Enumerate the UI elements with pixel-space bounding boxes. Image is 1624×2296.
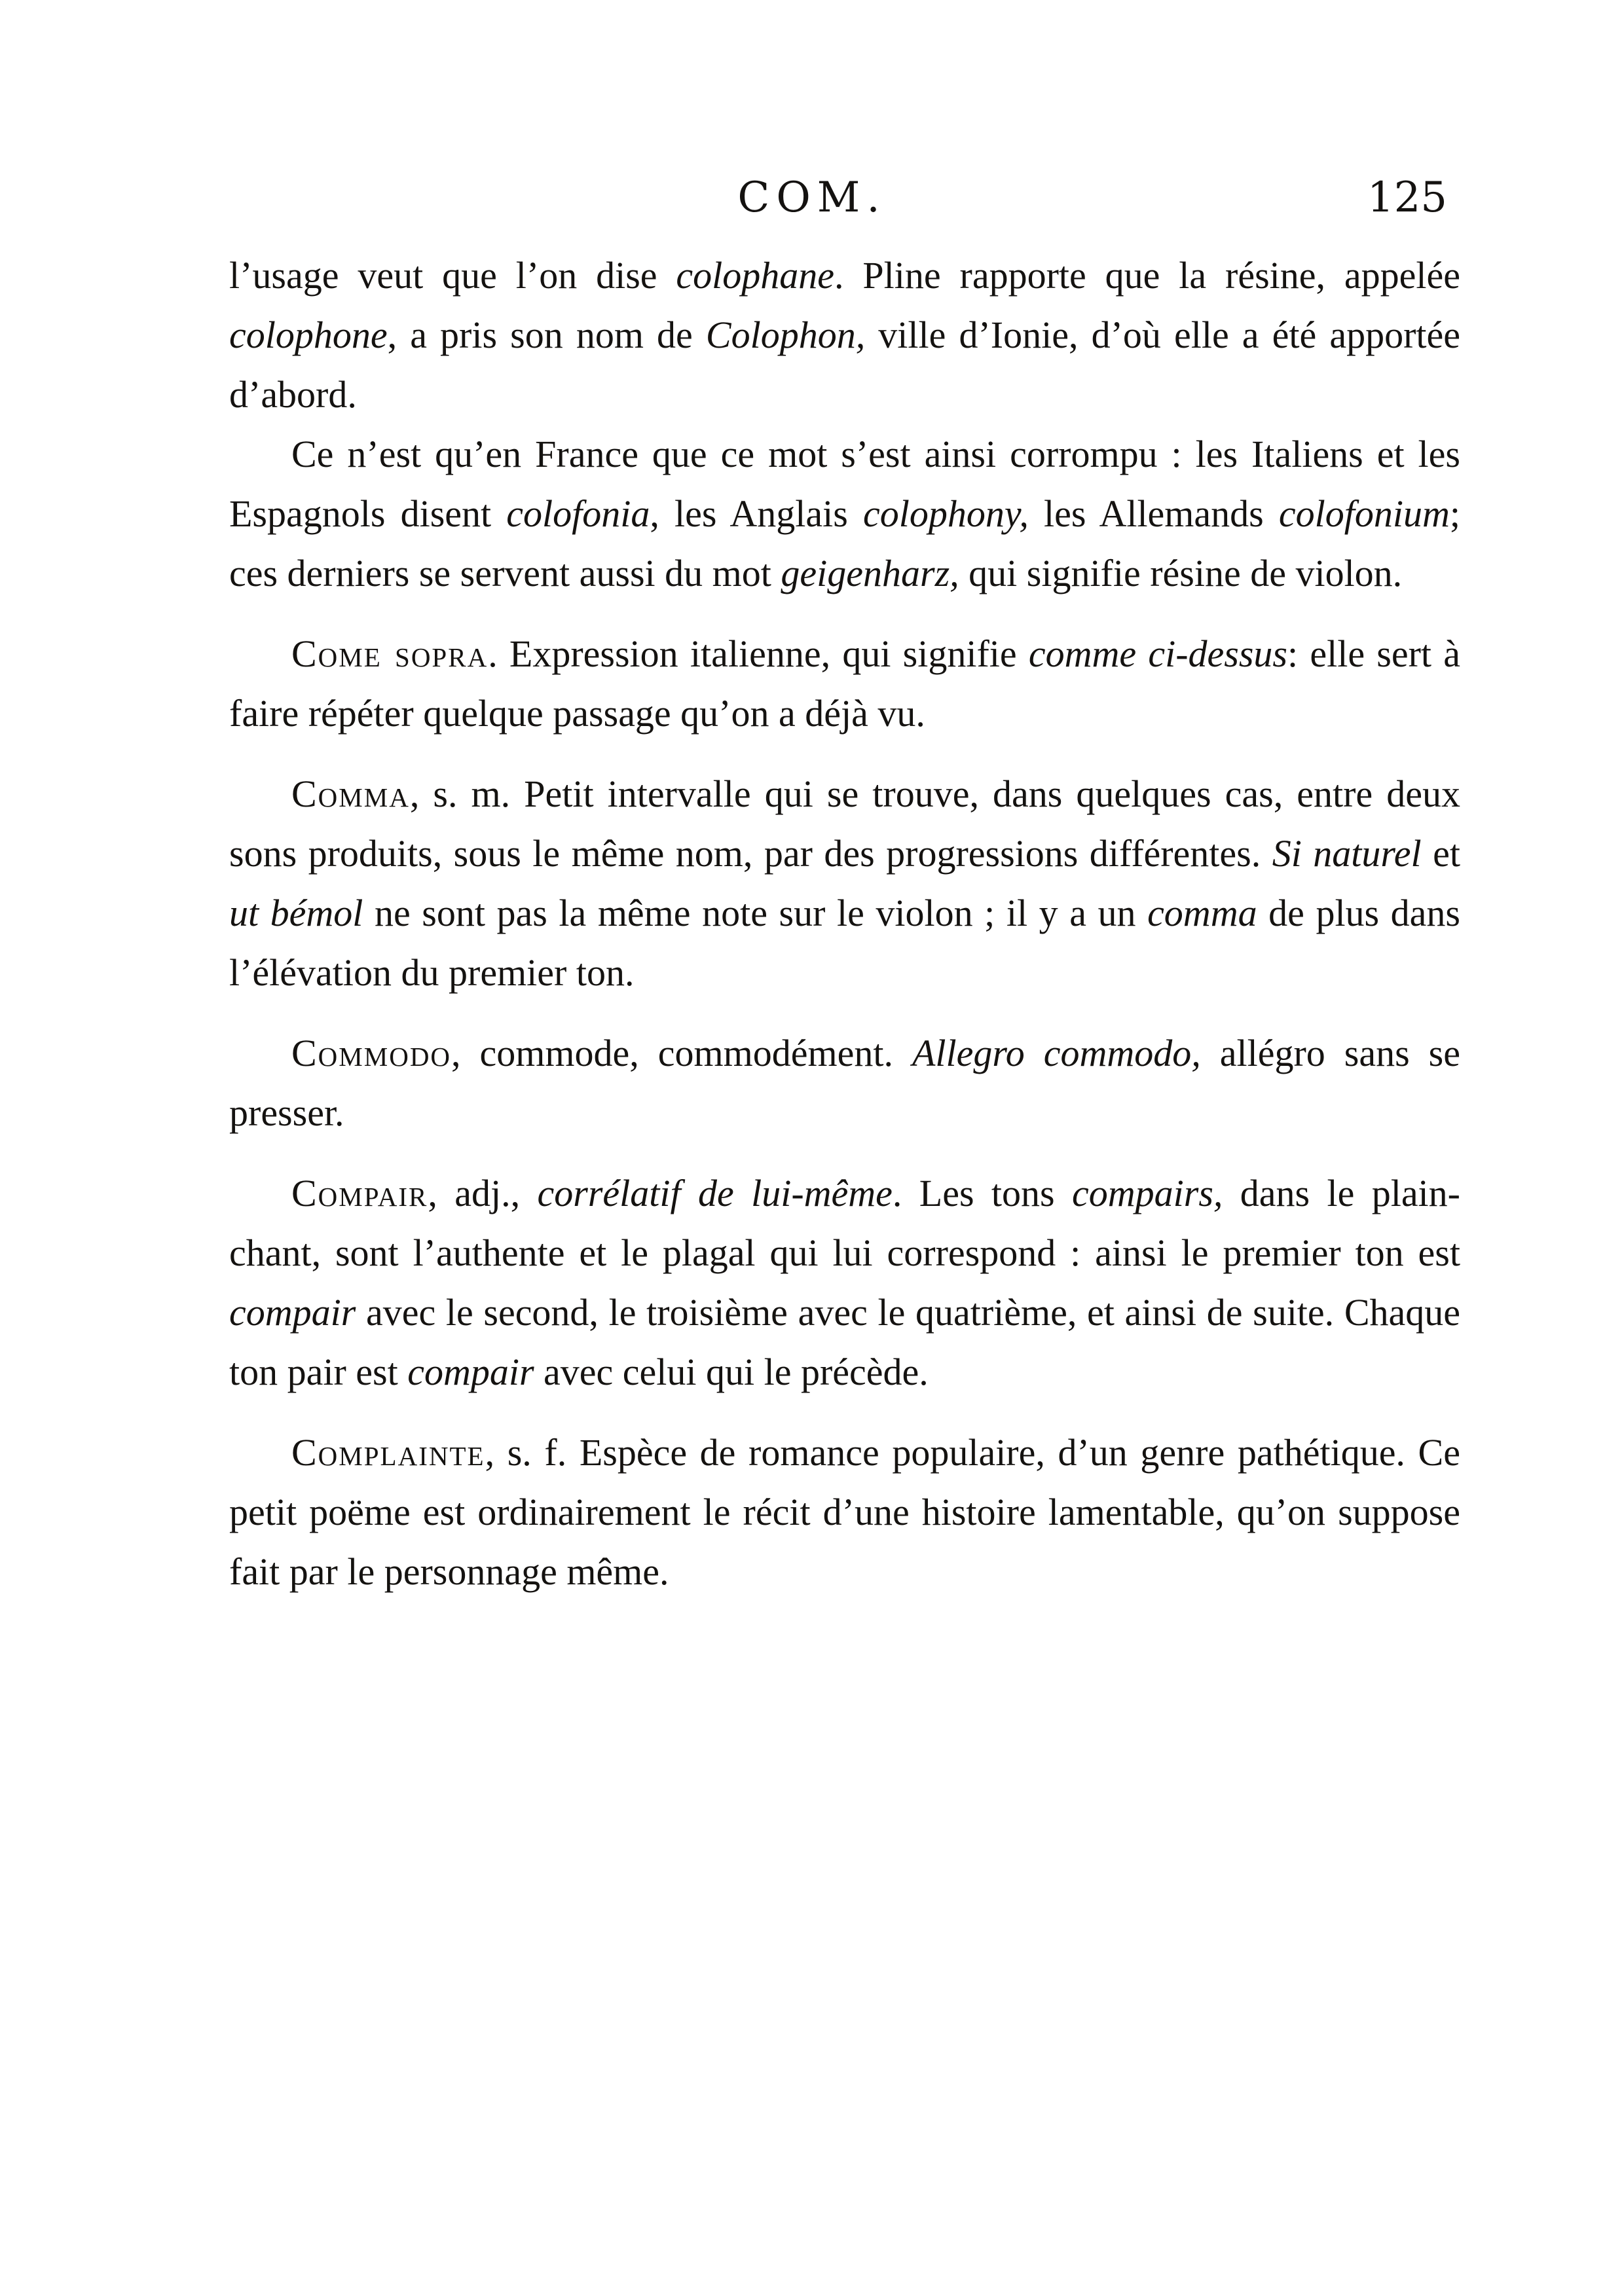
italic-text: comma — [1147, 892, 1257, 934]
italic-text: geigenharz, — [781, 552, 959, 594]
continuation-paragraph — [229, 246, 1460, 424]
text-run: , a pris son nom de — [387, 314, 706, 356]
italic-text: colophane — [676, 254, 835, 297]
italic-text: colofonia — [506, 492, 650, 535]
headword: Complainte — [291, 1431, 485, 1474]
running-head: COM. — [737, 173, 887, 222]
italic-text: comme ci-dessus — [1028, 632, 1287, 675]
text-run: ne sont pas la même note sur le violon ; il y a un — [363, 892, 1148, 934]
dictionary-entry — [229, 1023, 1460, 1142]
text-run: , adj., — [428, 1172, 538, 1214]
text-run: ville d’Ionie, d’où elle a été apportée d’abord. — [229, 314, 1461, 416]
continuation-paragraph-2 — [229, 424, 1460, 603]
text-run: les Allemands — [1028, 492, 1279, 535]
italic-text: compair — [407, 1351, 534, 1393]
italic-text: compairs, — [1072, 1172, 1223, 1214]
italic-text: colophone — [229, 314, 388, 356]
text-run: dans le plain-chant, sont l’authente et le plagal qui lui correspond : ainsi le premier ton est — [229, 1172, 1460, 1274]
dictionary-entry — [229, 1163, 1460, 1402]
dictionary-entry — [229, 624, 1460, 743]
text-run: , commode, commodément. — [451, 1032, 912, 1074]
text-run: . Expression italienne, qui signifie — [488, 632, 1029, 675]
italic-text: Colophon, — [705, 314, 866, 356]
headword: Come sopra — [291, 632, 489, 675]
text-run: : elle sert à faire répéter quelque passage qu’on a déjà vu. — [229, 632, 1461, 735]
italic-text: Si naturel — [1272, 832, 1422, 875]
page-number: 125 — [1367, 173, 1447, 222]
italic-text: Allegro commodo, — [912, 1032, 1201, 1074]
text-run: avec le second, le troisième avec le quatrième, et ainsi de suite. Chaque ton pair est — [229, 1291, 1460, 1393]
text-run: , les Anglais — [650, 492, 863, 535]
entry-text — [229, 773, 1460, 994]
text-run: de plus dans l’élévation du premier ton. — [229, 892, 1461, 994]
page-header — [0, 172, 1624, 224]
italic-text: compair — [229, 1291, 356, 1334]
text-run: , s. m. Petit intervalle qui se trouve, dans quelques cas, entre deux sons produits, sous le même nom, par des progressions différentes. — [229, 773, 1460, 875]
text-run: . Les tons — [892, 1172, 1072, 1214]
headword: Comma — [291, 773, 410, 815]
dictionary-entry — [229, 764, 1460, 1002]
italic-text: colofonium — [1278, 492, 1450, 535]
italic-text: colophony, — [863, 492, 1029, 535]
headword: Compair — [291, 1172, 428, 1214]
text-run: , s. f. Espèce de romance populaire, d’un genre pathétique. Ce petit poëme est ordinairement le récit d’une histoire lamentable, qu’on suppose fait par le personnage même. — [229, 1431, 1460, 1593]
dictionary-entry — [229, 1423, 1460, 1601]
text-run: . Pline rapporte que la résine, appelée — [834, 254, 1460, 297]
text-run: l’usage veut que l’on dise — [229, 254, 676, 297]
headword: Commodo — [291, 1032, 452, 1074]
italic-text: ut bémol — [229, 892, 363, 934]
body-text — [229, 246, 1460, 1601]
italic-text: corrélatif de lui-même — [537, 1172, 893, 1214]
text-run: qui signifie résine de violon. — [959, 552, 1403, 594]
text-run: Ce n’est qu’en France que ce mot s’est ainsi corrompu : les Italiens et les Espagnols disent — [229, 433, 1460, 535]
text-run: avec celui qui le précède. — [534, 1351, 929, 1393]
text-run: et — [1421, 832, 1460, 875]
text-run: ; ces derniers se servent aussi du mot — [229, 492, 1460, 594]
text-run: allégro sans se presser. — [229, 1032, 1460, 1134]
